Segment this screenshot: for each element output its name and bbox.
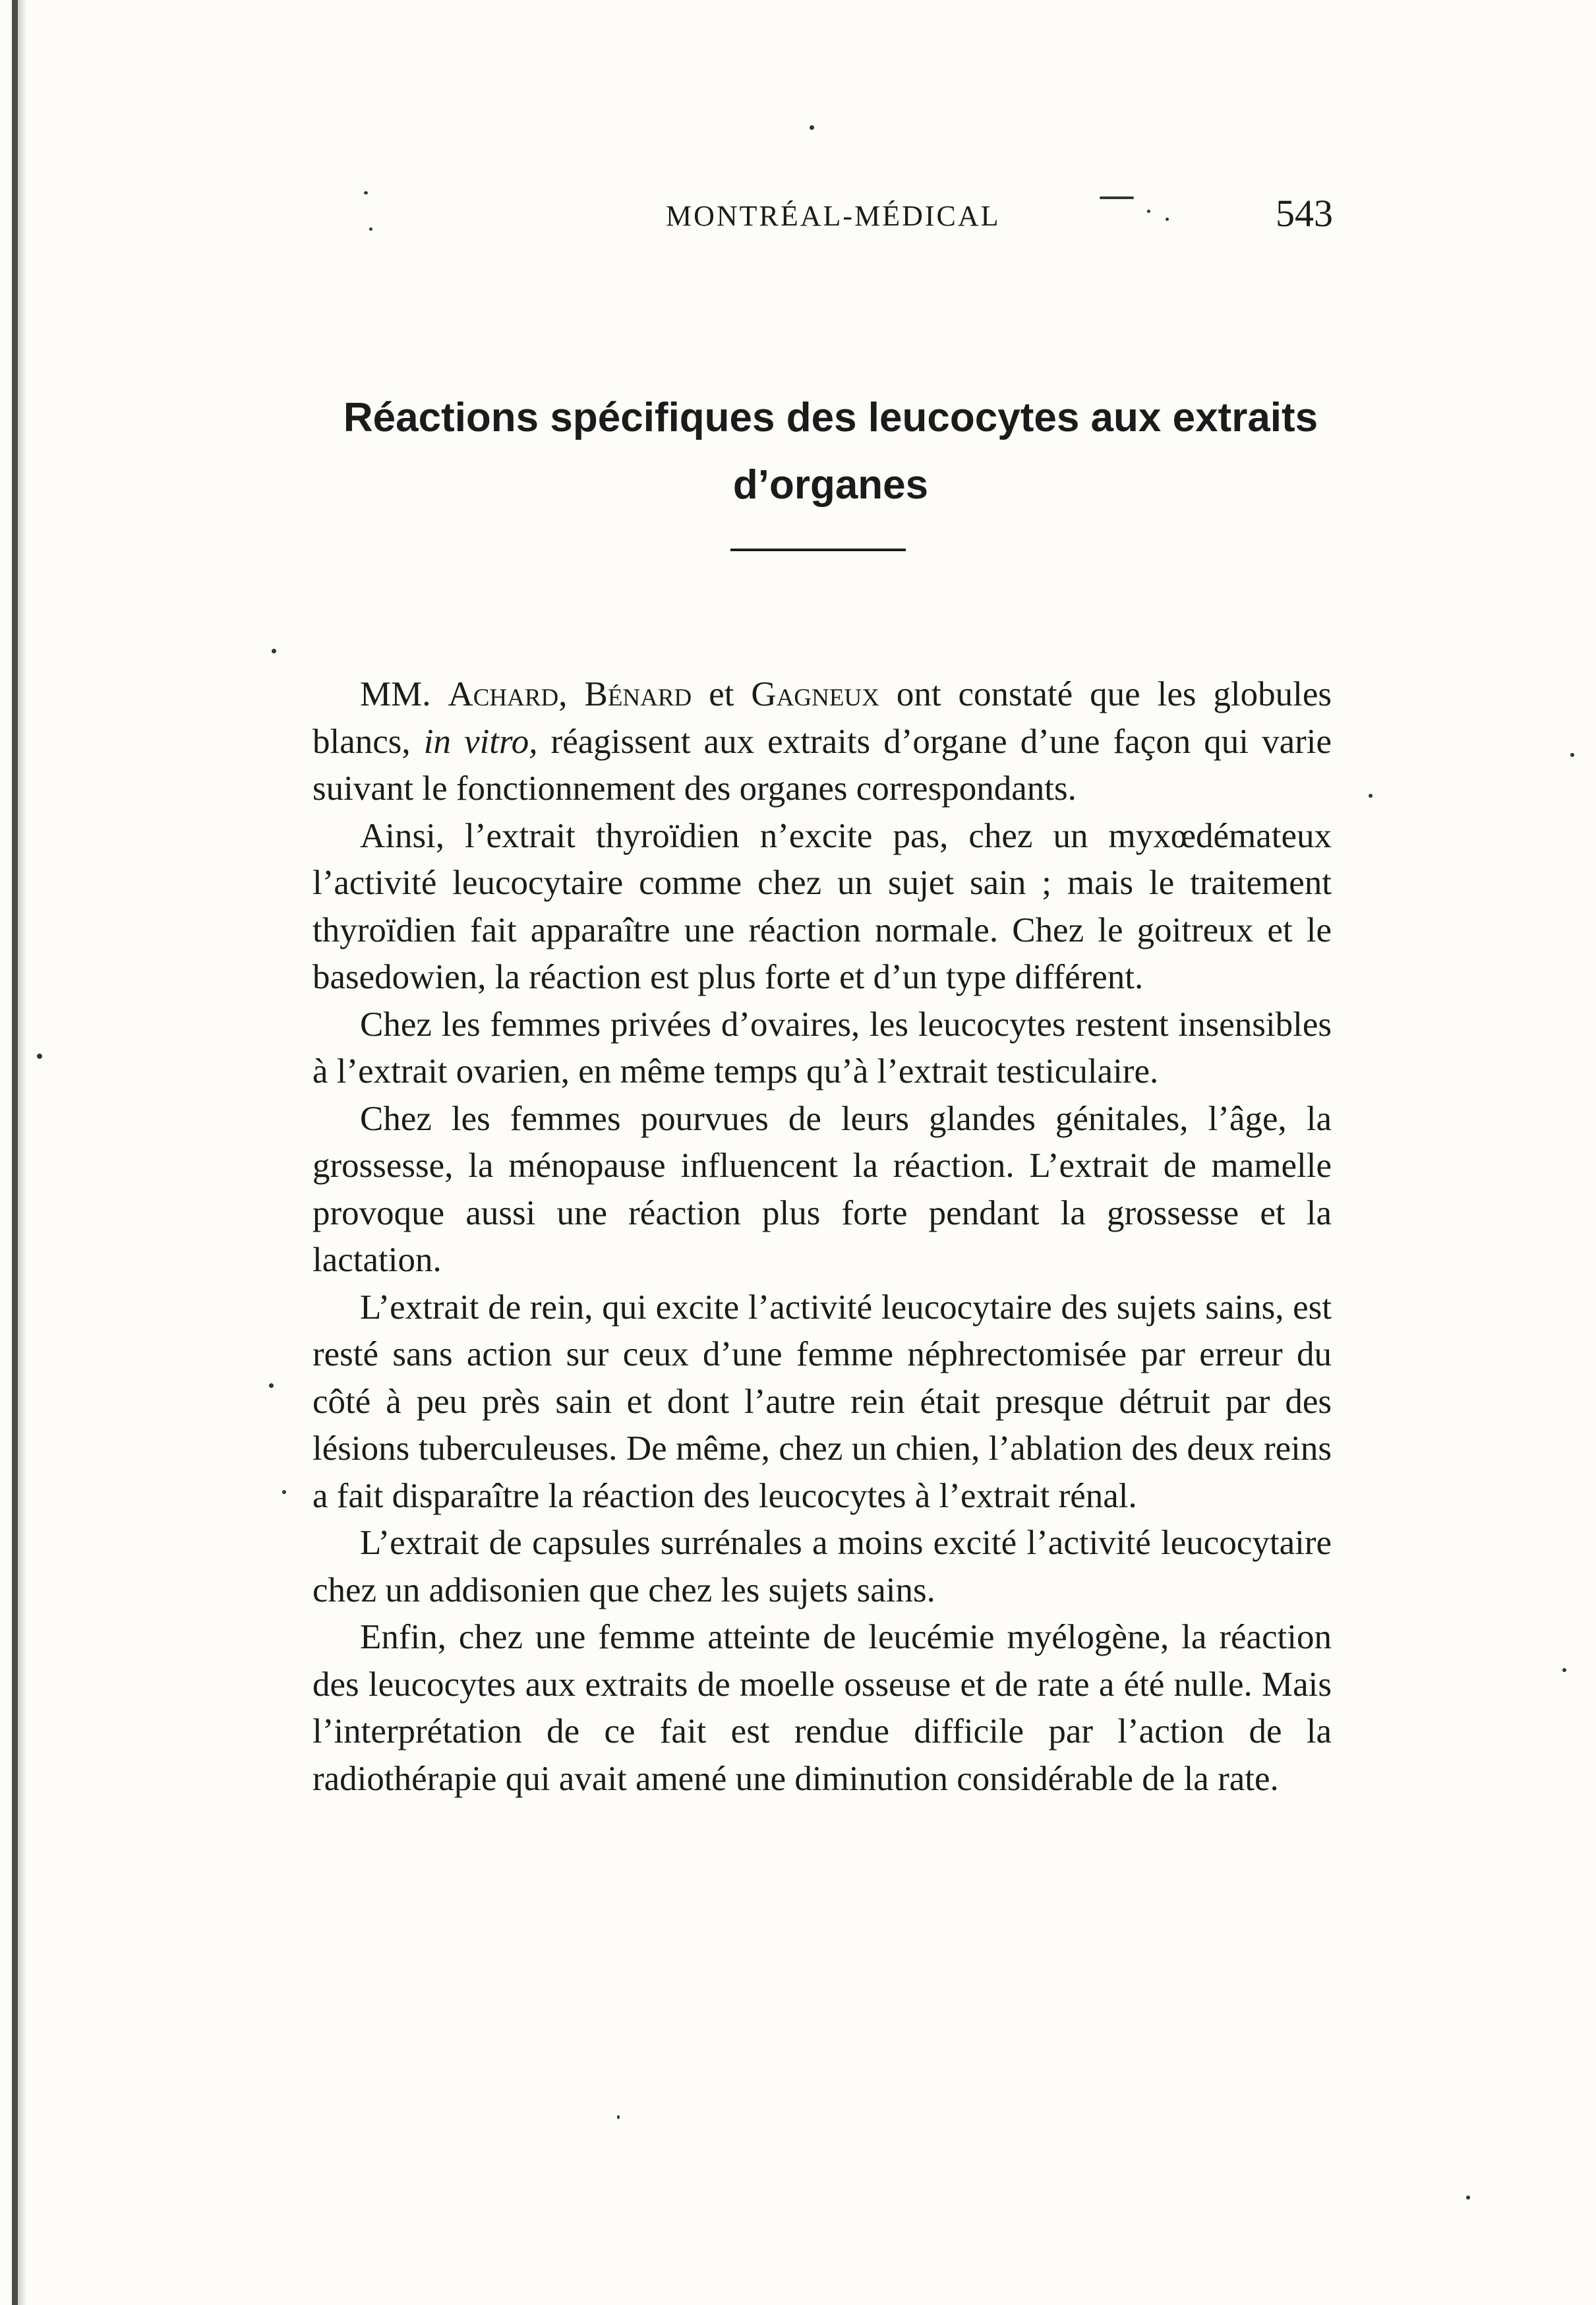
paragraph-1: MM. Achard, Bénard et Gagneux ont constaté que les globules blancs, in vitro, réagissent aux extraits d’organe d’une façon qui varie suivant le fonctionnement des organes correspondants. bbox=[312, 675, 1332, 808]
page-binding-edge bbox=[12, 0, 18, 2305]
scan-speck bbox=[1562, 1668, 1566, 1672]
scan-speck bbox=[1570, 753, 1574, 757]
scan-speck bbox=[617, 2115, 620, 2119]
title-rule bbox=[730, 549, 906, 551]
scan-speck bbox=[1147, 210, 1150, 213]
author-gagneux: Gagneux bbox=[751, 675, 879, 713]
paragraph-2: Ainsi, l’extrait thyroïdien n’excite pas, chez un myxœdémateux l’activité leucocytaire comme chez un sujet sain ; mais le traitement thyroïdien fait apparaître une réaction normale. Chez le goitreux et le basedowien, la réaction est plus forte et d’un type différent. bbox=[312, 816, 1332, 996]
scan-speck bbox=[1369, 794, 1373, 798]
page-number: 543 bbox=[1276, 192, 1333, 235]
paragraph-3: Chez les femmes privées d’ovaires, les leucocytes restent insensibles à l’extrait ovarien, en même temps qu’à l’extrait testiculaire. bbox=[312, 1005, 1332, 1091]
scan-speck bbox=[269, 1383, 274, 1388]
running-head: MONTRÉAL-MÉDICAL bbox=[666, 200, 1001, 232]
article-title-line-1: Réactions spécifiques des leucocytes aux extraits bbox=[343, 395, 1318, 440]
paragraph-1-text-a: ont constaté que les globules blancs, bbox=[312, 675, 1332, 761]
scan-speck bbox=[272, 649, 276, 653]
scan-speck bbox=[810, 125, 814, 130]
author-conjunction: et bbox=[709, 675, 734, 713]
scan-speck bbox=[1100, 196, 1134, 199]
article-title-line-2: d’organes bbox=[732, 462, 929, 508]
article-body bbox=[312, 671, 1332, 1803]
scan-speck bbox=[37, 1054, 42, 1059]
paragraph-4: Chez les femmes pourvues de leurs glandes génitales, l’âge, la grossesse, la ménopause influencent la réaction. L’extrait de mamelle provoque aussi une réaction plus forte pendant la grossesse et la lactation. bbox=[312, 1099, 1332, 1279]
paragraph-5: L’extrait de rein, qui excite l’activité leucocytaire des sujets sains, est resté sans action sur ceux d’une femme néphrectomisée par erreur du côté à peu près sain et dont l’autre rein était presque détruit par des lésions tuberculeuses. De même, chez un chien, l’ablation des deux reins a fait disparaître la réaction des leucocytes à l’extrait rénal. bbox=[312, 1288, 1332, 1515]
scan-speck bbox=[282, 1490, 286, 1494]
paragraph-7: Enfin, chez une femme atteinte de leucémie myélogène, la réaction des leucocytes aux extraits de moelle osseuse et de rate a été nulle. Mais l’interprétation de ce fait est rendue difficile par l’action de la radiothérapie qui avait amené une diminution considérable de la rate. bbox=[312, 1618, 1332, 1798]
authors-prefix: MM. bbox=[360, 675, 431, 713]
paragraph-6: L’extrait de capsules surrénales a moins excité l’activité leucocytaire chez un addisonien que chez les sujets sains. bbox=[312, 1524, 1332, 1609]
page-binding-shadow bbox=[18, 0, 27, 2305]
scan-speck bbox=[369, 227, 372, 231]
paragraph-1-text-b: réagissent aux extraits d’organe d’une façon qui varie suivant le fonctionnement des organes correspondants. bbox=[312, 722, 1332, 808]
author-benard: Bénard bbox=[584, 675, 692, 713]
paragraph-1-italic: in vitro, bbox=[423, 722, 538, 761]
scan-speck bbox=[364, 191, 368, 195]
author-achard: Achard bbox=[448, 675, 559, 713]
scan-speck bbox=[1166, 218, 1169, 221]
scan-speck bbox=[1466, 2196, 1470, 2200]
